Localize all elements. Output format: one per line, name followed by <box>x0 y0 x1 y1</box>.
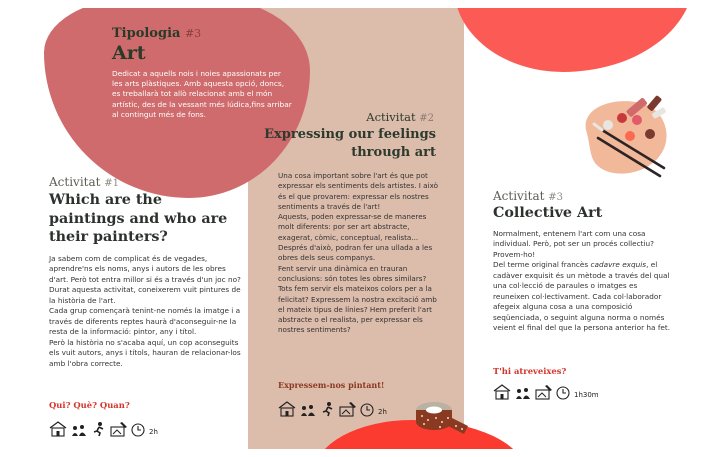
tipologia-number: #3 <box>184 27 202 40</box>
tipologia-label <box>112 26 201 41</box>
activitat-1-body: Ja sabem com de complicat és de vegades, aprendre'ns els noms, anys i autors de les obres d'art. Però tot entra millor si és a través d'un joc no? Durat aquesta activitat, coneixerem vuit pintures de la història de l'art. Cada grup començarà tenint-ne només la imatge i a través de diferents reptes haurà d'aconseguir-ne la resta de la informació: pintor, any i títol. Però la història no s'acaba aquí, un cop aconseguits els vuit autors, anys i títols, hauran de relacionar-los amb l'obra correcte. <box>49 254 241 368</box>
activitat-3-icons <box>493 382 599 400</box>
palette-icon <box>566 90 686 190</box>
activitat-1-title: Which are the paintings and who are their painters? <box>49 192 228 246</box>
house-icon <box>278 401 296 417</box>
decorative-blob-top-right <box>454 8 694 72</box>
brochure-page <box>14 8 706 449</box>
activitat-3-body-p1: Normalment, entenem l'art com una cosa individual. Però, pot ser un procés collectiu? Provem-ho! <box>493 229 655 259</box>
activitat-1-number: #1 <box>104 178 120 189</box>
activitat-2-duration: 2h <box>378 408 387 416</box>
house-icon <box>49 421 67 437</box>
washi-tape-icon <box>412 396 470 436</box>
activitat-1-icons <box>49 419 158 437</box>
activitat-2-label <box>248 110 434 124</box>
clock-icon <box>556 384 570 400</box>
activitat-1-label <box>49 175 119 189</box>
painting-icon <box>339 401 357 417</box>
activitat-3-body <box>493 229 673 334</box>
activitat-1-label-text: Activitat <box>49 175 101 189</box>
painting-icon <box>110 421 128 437</box>
group-icon <box>514 384 532 400</box>
clock-icon <box>360 401 374 417</box>
activitat-2-body: Una cosa important sobre l'art és que pot expressar els sentiments dels artistes. I això és el que provarem: expressar els nostres sentiments a través de l'art! Aquests, poden expressar-se de maneres molt diferents: por ser art abstracte, exagerat, còmic, conceptual, realista... Després d'això, podran fer una ullada a les obres dels seus companys. Fent servir una dinàmica en trauran conclusions: són totes les obres similars? Tots fem servir els mateixos colors per a la felicitat? Expressem la nostra excitació amb el mateix tipus de línies? Hem preferit l'art abstracte o el realista, per expressar els nostres sentiments? <box>278 171 438 335</box>
painting-icon <box>535 384 553 400</box>
activitat-2-title: Expressing our feelings through art <box>264 127 436 160</box>
activitat-3-body-p2-a: Del terme original francès <box>493 260 591 270</box>
tipologia-title: Art <box>112 42 146 64</box>
tipologia-description: Dedicat a aquells nois i noies apassionats per les arts plàstiques. Amb aquesta opció, doncs, es treballarà tot allò relacionat amb el món artístic, des de la vessant més lúdica,fins arribar al contingut més de fons. <box>112 69 292 119</box>
activitat-3-title: Collective Art <box>493 205 603 221</box>
activitat-3-body-p2-em: cadavre exquis <box>590 260 647 270</box>
activitat-2-number: #2 <box>419 113 434 124</box>
group-icon <box>299 401 317 417</box>
activitat-3-duration: 1h30m <box>574 391 599 399</box>
clock-icon <box>131 421 145 437</box>
running-icon <box>91 421 107 437</box>
activitat-3-body-p2 <box>493 260 673 333</box>
activitat-2-cta: Expressem-nos pintant! <box>278 380 385 390</box>
activitat-2-label-text: Activitat <box>366 110 416 124</box>
activitat-1-question: Qui? Què? Quan? <box>49 400 130 410</box>
activitat-3-body-p2-b: , el cadàver exquisit és un mètode a través del qual una col·lecció de paraules o imatges es reuneixen col·lectivament. Cada col·laborador afegeix alguna cosa a una composició seqüenciada, o seguint alguna norma o només veient el final del que la persona anterior ha fet. <box>493 260 671 333</box>
activitat-3-label-text: Activitat <box>493 189 545 203</box>
activitat-3-cta: T'hi atreveixes? <box>493 366 567 376</box>
activitat-3-number: #3 <box>548 192 564 203</box>
group-icon <box>70 421 88 437</box>
activitat-2-icons <box>278 399 387 417</box>
running-icon <box>320 401 336 417</box>
tipologia-label-text: Tipologia <box>112 26 181 41</box>
activitat-3-label <box>493 189 563 203</box>
house-icon <box>493 384 511 400</box>
activitat-1-duration: 2h <box>149 428 158 436</box>
